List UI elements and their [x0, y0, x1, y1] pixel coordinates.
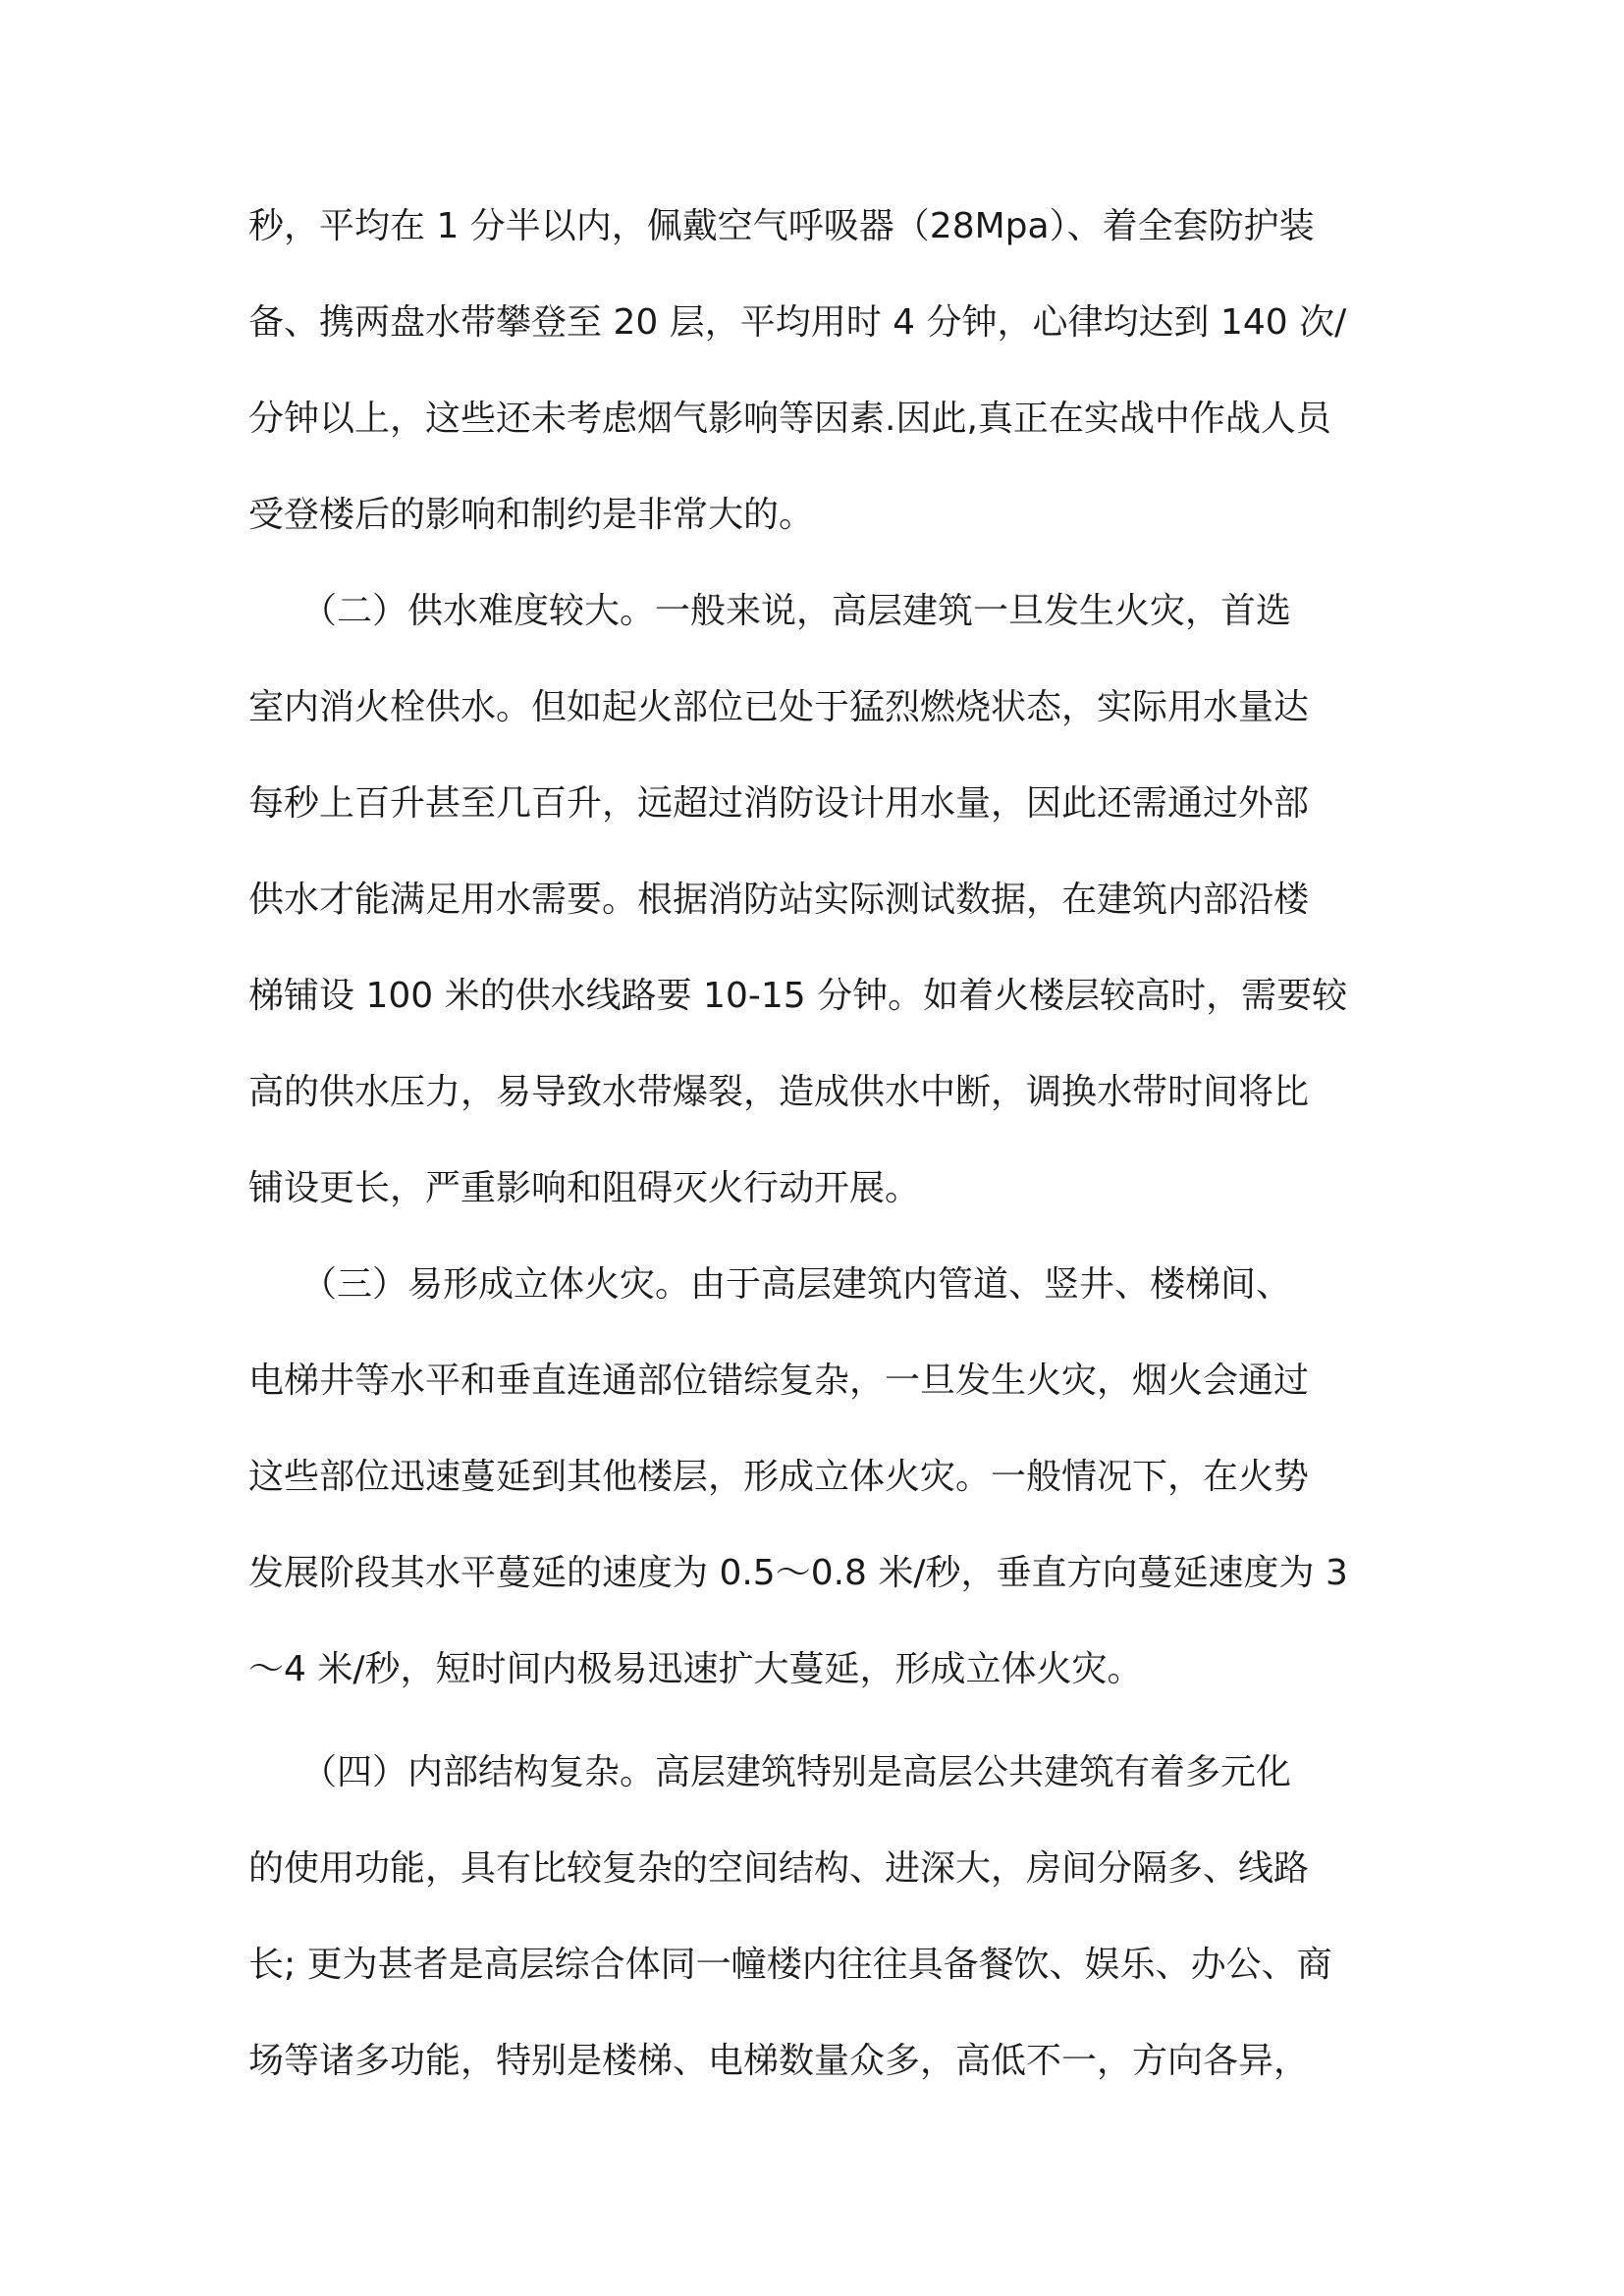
paragraph-heading-line: （三）易形成立体火灾。由于高层建筑内管道、竖井、楼梯间、	[248, 1264, 1292, 1305]
text-line: 场等诸多功能，特别是楼梯、电梯数量众多，高低不一，方向各异，	[248, 2041, 1310, 2081]
text-line: 每秒上百升甚至几百升，远超过消防设计用水量，因此还需通过外部	[248, 783, 1310, 824]
text-line: 电梯井等水平和垂直连通部位错综复杂，一旦发生火灾，烟火会通过	[248, 1361, 1310, 1401]
body-text	[248, 193, 1378, 2124]
text-line: 铺设更长，严重影响和阻碍灭火行动开展。	[248, 1168, 921, 1208]
text-line: 秒，平均在 1 分半以内，佩戴空气呼吸器（28Mpa）、着全套防护装	[248, 206, 1315, 246]
paragraph-heading-line: （四）内部结构复杂。高层建筑特别是高层公共建筑有着多元化	[248, 1752, 1292, 1792]
text-line: ～4 米/秒，短时间内极易迅速扩大蔓延，形成立体火灾。	[248, 1649, 1143, 1689]
text-line: 高的供水压力，易导致水带爆裂，造成供水中断，调换水带时间将比	[248, 1072, 1310, 1112]
text-line: 的使用功能，具有比较复杂的空间结构、进深大，房间分隔多、线路	[248, 1848, 1310, 1889]
text-line: 长; 更为甚者是高层综合体同一幢楼内往往具备餐饮、娱乐、办公、商	[248, 1945, 1332, 1985]
text-line: 发展阶段其水平蔓延的速度为 0.5～0.8 米/秒，垂直方向蔓延速度为 3	[248, 1553, 1348, 1593]
text-line: 分钟以上，这些还未考虑烟气影响等因素.因此,真正在实战中作战人员	[248, 399, 1331, 439]
text-line: 梯铺设 100 米的供水线路要 10-15 分钟。如着火楼层较高时，需要较	[248, 976, 1348, 1016]
paragraph-spacer	[248, 1733, 1378, 1739]
text-line: 受登楼后的影响和制约是非常大的。	[248, 495, 815, 535]
text-line: 备、携两盘水带攀登至 20 层，平均用时 4 分钟，心律均达到 140 次/	[248, 302, 1347, 343]
text-line: 这些部位迅速蔓延到其他楼层，形成立体火灾。一般情况下，在火势	[248, 1457, 1310, 1497]
text-line: 室内消火栓供水。但如起火部位已处于猛烈燃烧状态，实际用水量达	[248, 687, 1310, 727]
text-line: 供水才能满足用水需要。根据消防站实际测试数据，在建筑内部沿楼	[248, 880, 1310, 920]
paragraph-heading-line: （二）供水难度较大。一般来说，高层建筑一旦发生火灾，首选	[248, 591, 1292, 631]
